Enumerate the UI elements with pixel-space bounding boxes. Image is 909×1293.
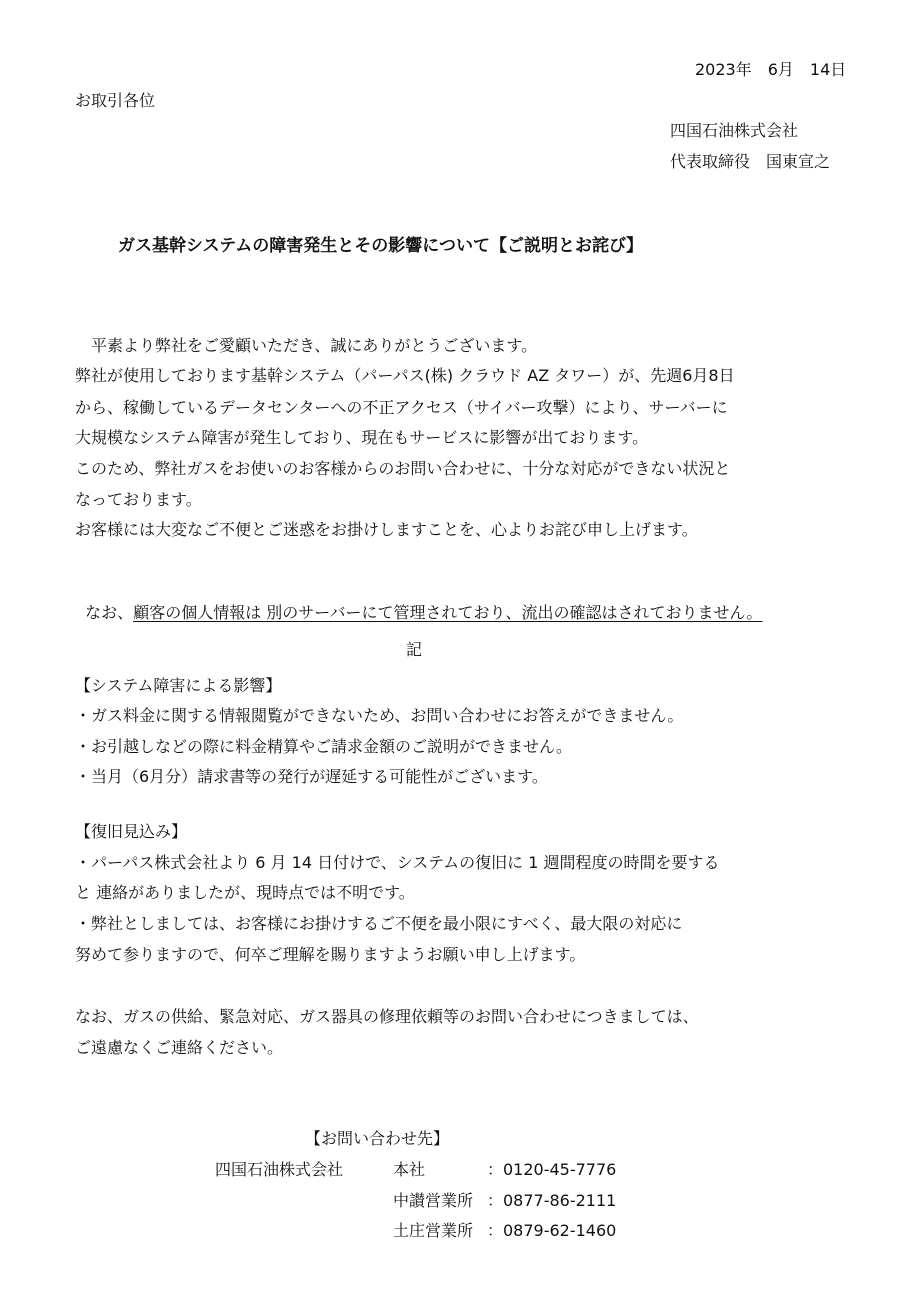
body-line: このため、弊社ガスをお使いのお客様からのお問い合わせに、十分な対応ができない状況と (75, 459, 731, 478)
office-phone: ：0879-62-1460 (487, 1221, 617, 1240)
contact-company: 四国石油株式会社 (215, 1160, 344, 1179)
body-line: なっております。 (75, 490, 202, 509)
sender-representative: 代表取締役 国東宣之 (670, 152, 831, 171)
impact-item: ・当月（6月分）請求書等の発行が遅延する可能性がございます。 (75, 767, 548, 786)
office-name: 本社 (393, 1160, 426, 1179)
office-name: 中讃営業所 (393, 1191, 474, 1210)
recovery-line: ・パーパス株式会社より 6 月 14 日付けで、システムの復旧に 1 週間程度の時間を要する (75, 853, 720, 872)
contact-heading: 【お問い合わせ先】 (305, 1129, 450, 1148)
body-line: お客様には大変なご不便とご迷惑をお掛けしますことを、心よりお詫び申し上げます。 (75, 520, 698, 539)
impact-item: ・ガス料金に関する情報閲覧ができないため、お問い合わせにお答えができません。 (75, 706, 684, 725)
sender-company: 四国石油株式会社 (670, 121, 799, 140)
closing-line: なお、ガスの供給、緊急対応、ガス器具の修理依頼等のお問い合わせにつきましては、 (75, 1007, 699, 1026)
impact-heading: 【システム障害による影響】 (75, 676, 282, 695)
office-phone: ：0120-45-7776 (487, 1160, 617, 1179)
ki-marker: 記 (406, 640, 423, 659)
recovery-line: 努めて参りますので、何卒ご理解を賜りますようお願い申し上げます。 (75, 945, 586, 964)
addressee: お取引各位 (75, 91, 156, 110)
body-line: 平素より弊社をご愛顧いただき、誠にありがとうございます。 (75, 336, 538, 355)
privacy-note-prefix: なお、 (85, 603, 134, 622)
recovery-heading: 【復旧見込み】 (75, 822, 188, 841)
recovery-line: ・弊社としましては、お客様にお掛けするご不便を最小限にすべく、最大限の対応に (75, 914, 683, 933)
document-date: 2023年 6月 14日 (695, 60, 847, 79)
body-line: から、稼働しているデータセンターへの不正アクセス（サイバー攻撃）により、サーバーに (75, 398, 728, 417)
office-phone: ：0877-86-2111 (487, 1191, 617, 1210)
closing-line: ご遠慮なくご連絡ください。 (75, 1038, 284, 1057)
privacy-note (75, 583, 762, 623)
body-line: 弊社が使用しております基幹システム（パーパス(株) クラウド AZ タワー）が、先週6月8日 (75, 366, 735, 385)
document-title: ガス基幹システムの障害発生とその影響について【ご説明とお詫び】 (118, 236, 643, 256)
office-name: 土庄営業所 (393, 1221, 474, 1240)
body-line: 大規模なシステム障害が発生しており、現在もサービスに影響が出ております。 (75, 428, 649, 447)
privacy-note-underlined: 顧客の個人情報は 別のサーバーにて管理されており、流出の確認はされておりません。 (133, 603, 763, 622)
recovery-line: と 連絡がありましたが、現時点では不明です。 (75, 883, 415, 902)
impact-item: ・お引越しなどの際に料金精算やご請求金額のご説明ができません。 (75, 737, 572, 756)
